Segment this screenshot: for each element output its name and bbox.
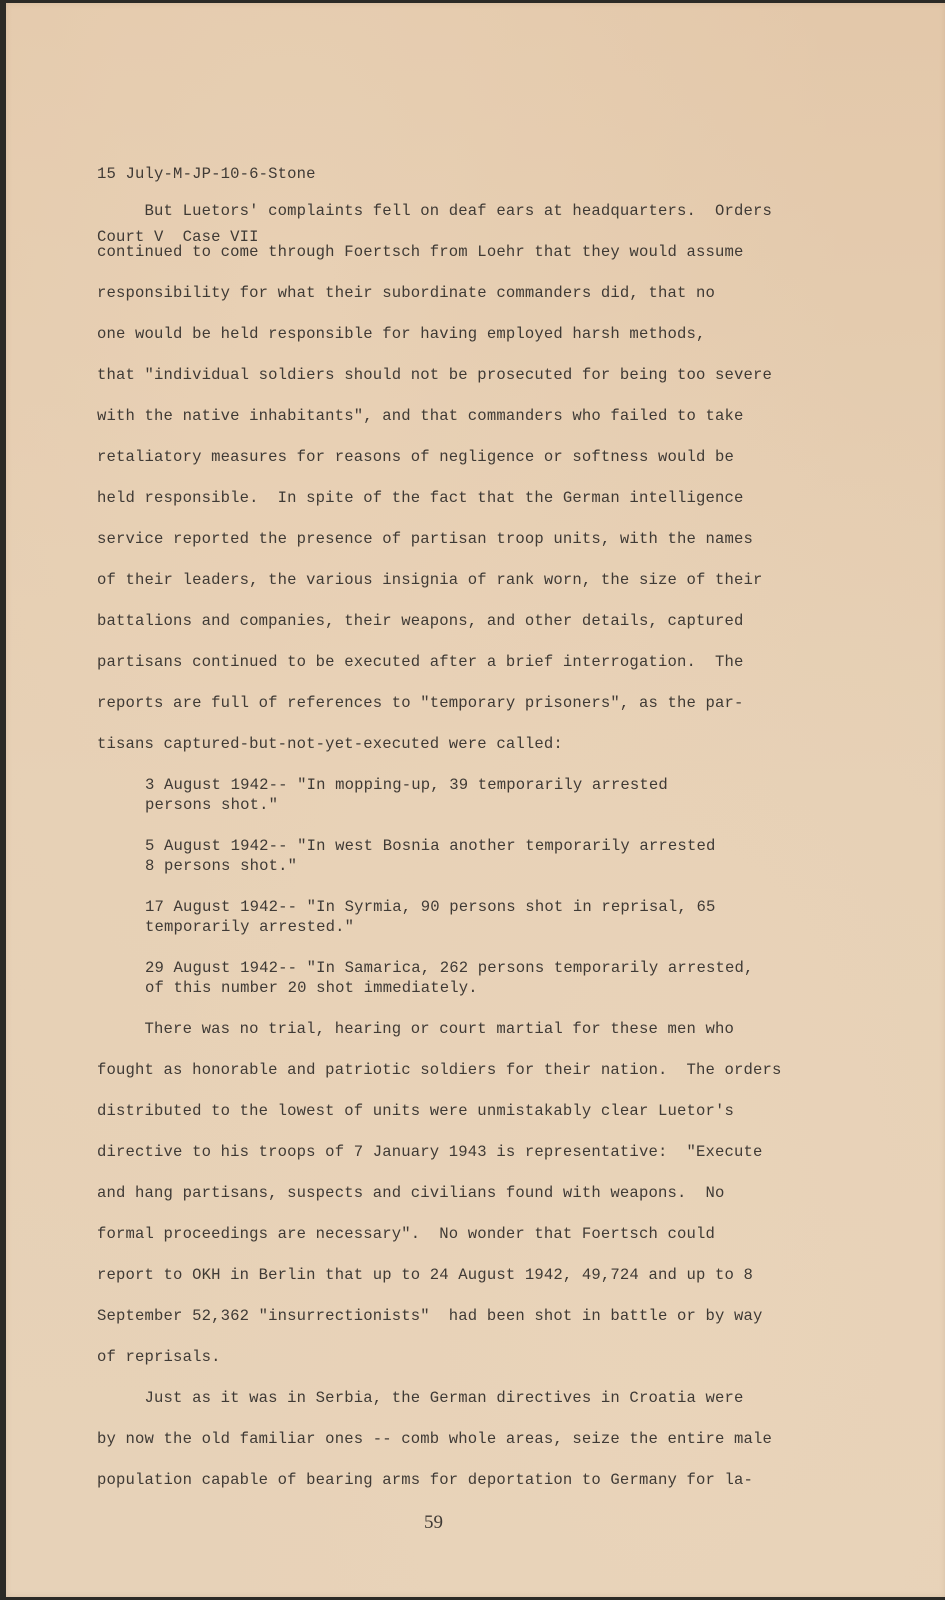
text-line: formal proceedings are necessary". No wonder that Foertsch could [97, 1225, 716, 1243]
quote-line: persons shot." [145, 796, 279, 814]
quote-line: 29 August 1942-- "In Samarica, 262 persons temporarily arrested, [145, 959, 754, 977]
quote-line: 8 persons shot." [145, 857, 298, 875]
text-line: service reported the presence of partisan troop units, with the names [97, 530, 754, 548]
quote-line: 5 August 1942-- "In west Bosnia another temporarily arrested [145, 837, 716, 855]
quote-line: of this number 20 shot immediately. [145, 979, 478, 997]
text-line: There was no trial, hearing or court martial for these men who [97, 1020, 735, 1038]
quote-line: 3 August 1942-- "In mopping-up, 39 temporarily arrested [145, 776, 668, 794]
text-line: of their leaders, the various insignia of rank worn, the size of their [97, 571, 763, 589]
text-line: one would be held responsible for having employed harsh methods, [97, 325, 706, 343]
text-line: September 52,362 "insurrectionists" had been shot in battle or by way [97, 1307, 763, 1325]
text-line: held responsible. In spite of the fact that the German intelligence [97, 489, 744, 507]
text-line: and hang partisans, suspects and civilians found with weapons. No [97, 1184, 725, 1202]
text-line: report to OKH in Berlin that up to 24 August 1942, 49,724 and up to 8 [97, 1266, 754, 1284]
text-line: directive to his troops of 7 January 1943 is representative: "Execute [97, 1143, 763, 1161]
text-line: partisans continued to be executed after a brief interrogation. The [97, 653, 744, 671]
text-line: that "individual soldiers should not be prosecuted for being too severe [97, 366, 773, 384]
text-line: reports are full of references to "temporary prisoners", as the par- [97, 694, 744, 712]
text-line: Just as it was in Serbia, the German directives in Croatia were [97, 1389, 744, 1407]
text-line: But Luetors' complaints fell on deaf ears at headquarters. Orders [97, 202, 773, 220]
text-line: tisans captured-but-not-yet-executed were called: [97, 735, 563, 753]
header-reference-line: 15 July-M-JP-10-6-Stone [97, 165, 316, 183]
text-line: with the native inhabitants", and that commanders who failed to take [97, 407, 744, 425]
document-page [6, 3, 945, 1597]
quote-line: temporarily arrested." [145, 918, 355, 936]
header-court-line: Court V Case VII [97, 228, 259, 246]
text-line: retaliatory measures for reasons of negligence or softness would be [97, 448, 735, 466]
text-line: by now the old familiar ones -- comb whole areas, seize the entire male [97, 1430, 773, 1448]
text-line: of reprisals. [97, 1348, 221, 1366]
quote-line: 17 August 1942-- "In Syrmia, 90 persons shot in reprisal, 65 [145, 898, 716, 916]
text-line: fought as honorable and patriotic soldiers for their nation. The orders [97, 1061, 782, 1079]
page-number: 59 [424, 1512, 443, 1533]
text-line: responsibility for what their subordinate commanders did, that no [97, 284, 716, 302]
text-line: distributed to the lowest of units were unmistakably clear Luetor's [97, 1102, 735, 1120]
text-line: battalions and companies, their weapons, and other details, captured [97, 612, 744, 630]
text-line: population capable of bearing arms for deportation to Germany for la- [97, 1471, 754, 1489]
text-line: continued to come through Foertsch from Loehr that they would assume [97, 243, 744, 261]
